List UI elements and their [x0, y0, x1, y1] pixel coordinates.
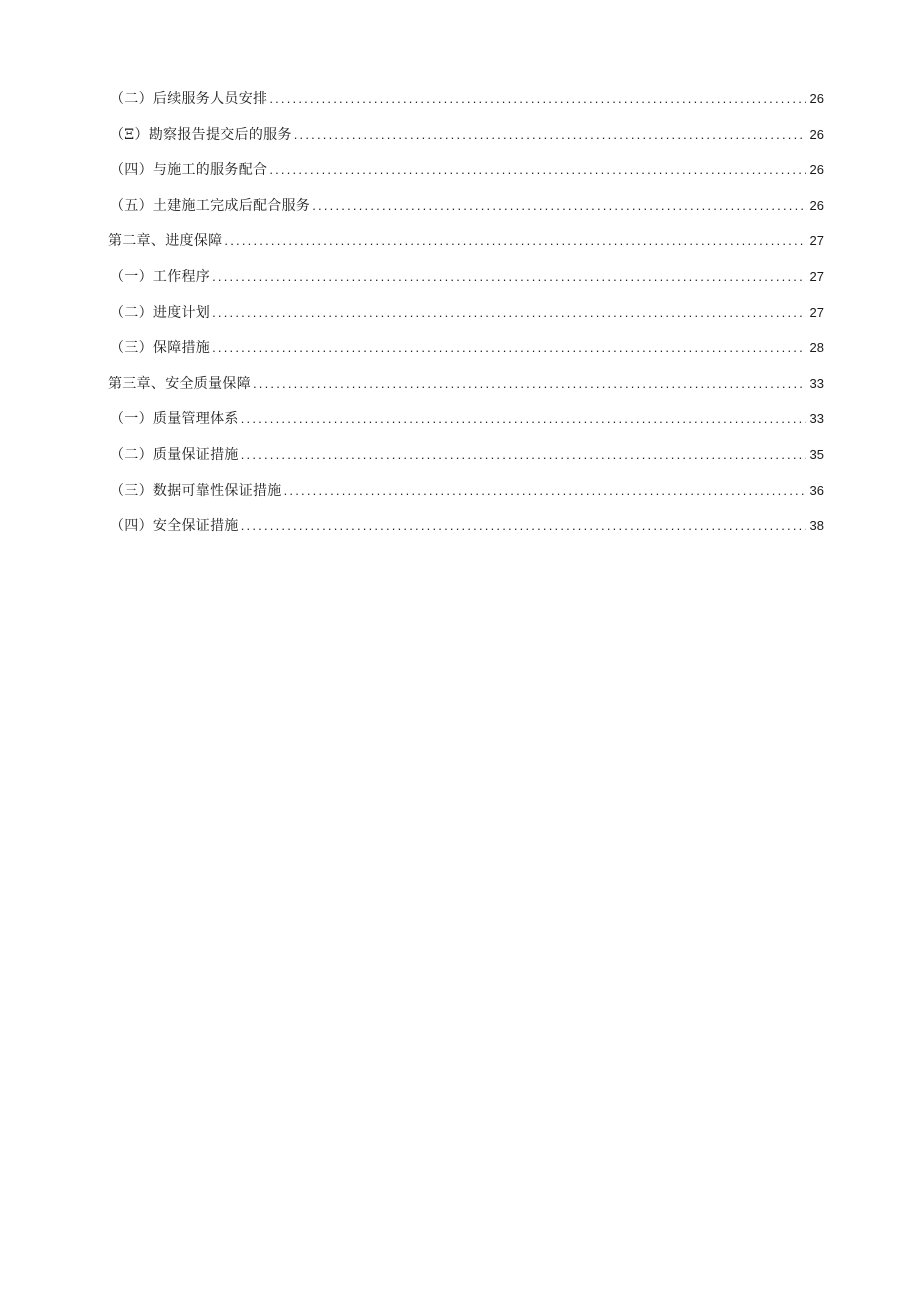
toc-page-number: 33	[809, 411, 824, 427]
toc-page-number: 35	[809, 446, 824, 462]
toc-entry[interactable]	[108, 412, 824, 448]
toc-dot-leader	[241, 519, 806, 532]
toc-entry-title: （二）质量保证措施	[110, 446, 239, 463]
toc-page-number: 38	[809, 518, 824, 534]
toc-entry[interactable]	[108, 341, 824, 377]
toc-page-number: 27	[809, 268, 824, 284]
toc-dot-leader	[212, 341, 806, 354]
toc-entry[interactable]	[108, 484, 824, 520]
toc-entry-title: （四）与施工的服务配合	[110, 162, 268, 179]
toc-page-number: 26	[809, 162, 824, 178]
toc-page-number: 36	[809, 482, 824, 498]
toc-entry-title: （三）数据可靠性保证措施	[110, 482, 282, 499]
toc-entry[interactable]	[108, 199, 824, 235]
toc-page-number: 26	[809, 126, 824, 142]
toc-entry-title: （三）保障措施	[110, 340, 211, 357]
toc-dot-leader	[312, 199, 806, 212]
toc-dot-leader	[241, 412, 806, 425]
toc-entry-title: （二）后续服务人员安排	[110, 91, 268, 107]
toc-dot-leader	[253, 377, 806, 390]
toc-entry-title: 第二章、进度保障	[108, 233, 223, 250]
toc-dot-leader	[212, 270, 806, 283]
toc-entry-title: （五）土建施工完成后配合服务	[110, 197, 311, 214]
toc-page-number: 27	[809, 233, 824, 249]
toc-dot-leader	[212, 306, 806, 319]
toc-dot-leader	[294, 128, 806, 141]
toc-page-number: 26	[809, 197, 824, 213]
toc-entry-title: （一）工作程序	[110, 268, 211, 285]
toc-entry[interactable]	[108, 519, 824, 555]
toc-dot-leader	[269, 92, 806, 105]
toc-entry-title: （Ξ）勘察报告提交后的服务	[110, 126, 292, 143]
toc-page-number: 28	[809, 340, 824, 356]
toc-entry[interactable]	[108, 128, 824, 164]
toc-entry-title: 第三章、安全质量保障	[108, 375, 251, 392]
toc-page-number: 26	[809, 91, 824, 106]
toc-entry[interactable]	[108, 163, 824, 199]
toc-dot-leader	[269, 163, 806, 176]
toc-chapter-entry[interactable]	[108, 234, 824, 270]
toc-chapter-entry[interactable]	[108, 377, 824, 413]
toc-entry-title: （四）安全保证措施	[110, 518, 239, 535]
toc-page-number: 33	[809, 375, 824, 391]
toc-entry-title: （一）质量管理体系	[110, 411, 239, 428]
toc-entry[interactable]	[108, 92, 824, 128]
table-of-contents	[108, 92, 824, 555]
toc-entry-title: （二）进度计划	[110, 304, 211, 321]
toc-dot-leader	[224, 234, 806, 247]
toc-page-number: 27	[809, 304, 824, 320]
toc-entry[interactable]	[108, 270, 824, 306]
toc-dot-leader	[284, 484, 806, 497]
toc-entry[interactable]	[108, 306, 824, 342]
toc-dot-leader	[241, 448, 806, 461]
toc-entry[interactable]	[108, 448, 824, 484]
